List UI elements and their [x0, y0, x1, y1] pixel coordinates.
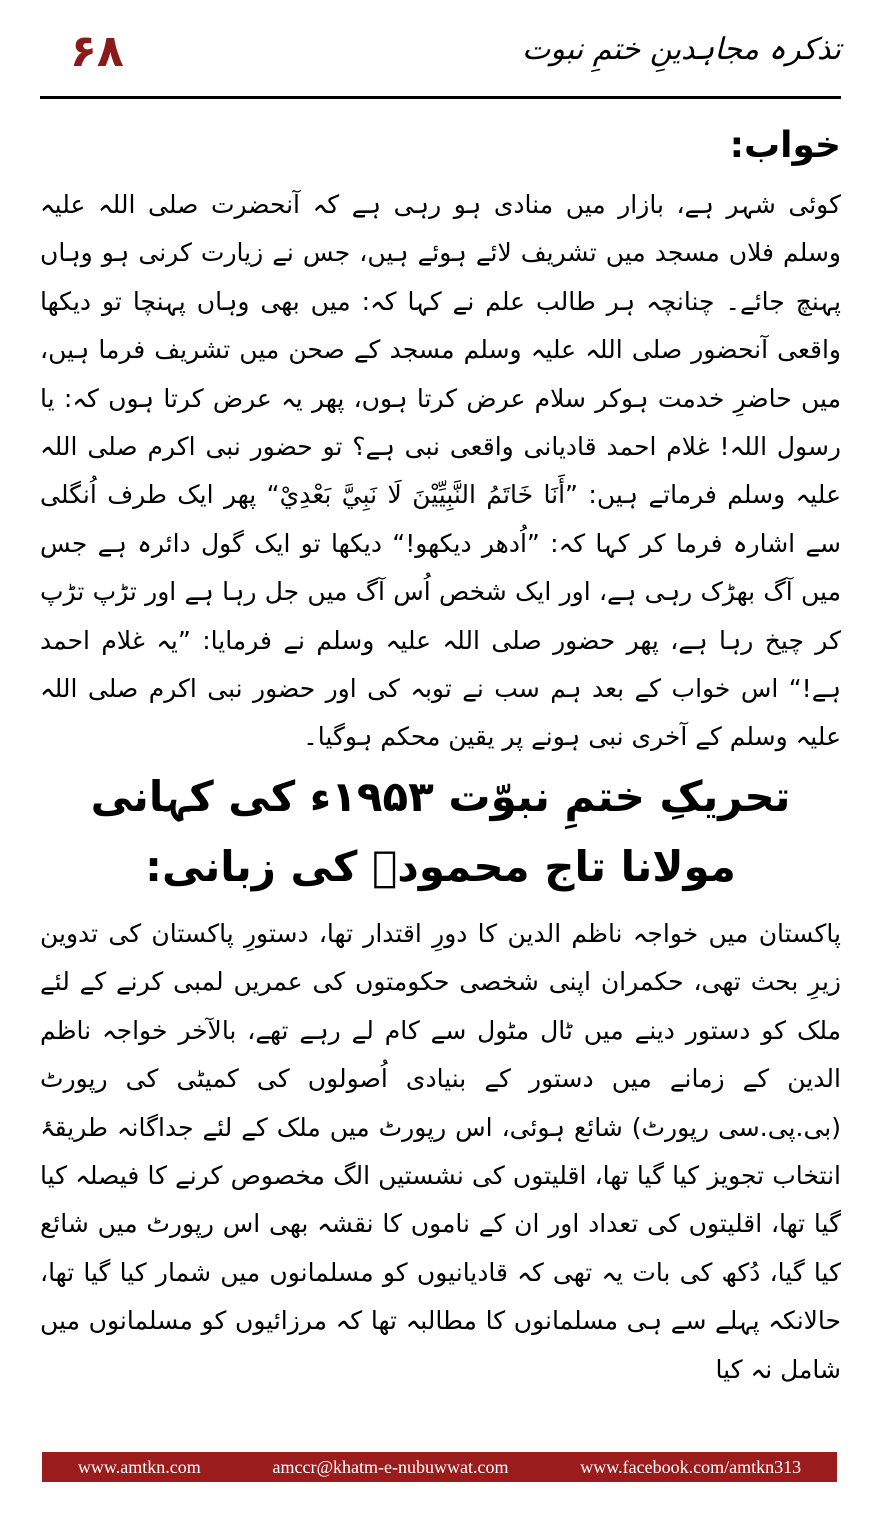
section-heading-dream: خواب:	[729, 125, 841, 166]
page-header	[40, 20, 841, 99]
chapter-title-line2: مولانا تاج محمودؒ کی زبانی:	[145, 841, 736, 891]
chapter-title	[40, 762, 841, 902]
footer-facebook-link[interactable]: www.facebook.com/amtkn313	[580, 1456, 802, 1477]
footer-website-link[interactable]: www.amtkn.com	[77, 1456, 201, 1477]
dream-paragraph: کوئی شہر ہے، بازار میں منادی ہو رہی ہے کہ آنحضرت صلی اللہ علیہ وسلم فلاں مسجد میں تشریف لائے ہوئے ہیں، جس نے زیارت کرنی ہو وہاں پہنچ جائے۔ چنانچہ ہر طالب علم نے کہا کہ: میں بھی وہاں پہنچا تو دیکھا واقعی آنحضور صلی اللہ علیہ وسلم مسجد کے صحن میں تشریف فرما ہیں، میں حاضرِ خدمت ہوکر سلام عرض کرتا ہوں، پھر یہ عرض کرتا ہوں کہ: یا رسول اللہ! غلام احمد قادیانی واقعی نبی ہے؟ تو حضور نبی اکرم صلی اللہ علیہ وسلم فرماتے ہیں: ”أَنَا خَاتَمُ النَّبِيِّيْنَ لَا نَبِيَّ بَعْدِيْ“ پھر ایک طرف اُنگلی سے اشارہ فرما کر کہا کہ: ”اُدھر دیکھو!“ دیکھا تو ایک گول دائرہ ہے جس میں آگ بھڑک رہی ہے، اور ایک شخص اُس آگ میں جل رہا ہے اور تڑپ تڑپ کر چیخ رہا ہے، پھر حضور صلی اللہ علیہ وسلم نے فرمایا: ”یہ غلام احمد ہے!“ اس خواب کے بعد ہم سب نے توبہ کی اور حضور نبی اکرم صلی اللہ علیہ وسلم کے آخری نبی ہونے پر یقین محکم ہوگیا۔	[40, 190, 841, 752]
page-content	[40, 115, 841, 1394]
book-title: تذکرہ مجاہدینِ ختمِ نبوت	[522, 32, 841, 67]
footer-email-link[interactable]: amccr@khatm-e-nubuwwat.com	[272, 1456, 509, 1477]
footer-bar	[42, 1452, 837, 1482]
chapter-title-line1: تحریکِ ختمِ نبوّت ۱۹۵۳ء کی کہانی	[90, 771, 791, 821]
page-number: ۶۸	[70, 26, 124, 77]
history-paragraph: پاکستان میں خواجہ ناظم الدین کا دورِ اقتدار تھا، دستورِ پاکستان کی تدوین زیرِ بحث تھی، حکمران اپنی شخصی حکومتوں کی عمریں لمبی کرنے کے لئے ملک کو دستور دینے میں ٹال مٹول سے کام لے رہے تھے، بالآخر خواجہ ناظم الدین کے زمانے میں دستور کے بنیادی اُصولوں کی کمیٹی کی رپورٹ (بی.پی.سی رپورٹ) شائع ہوئی، اس رپورٹ میں ملک کے لئے جداگانہ طریقۂ انتخاب تجویز کیا گیا تھا، اقلیتوں کی نشستیں الگ مخصوص کرنے کا فیصلہ کیا گیا تھا، اقلیتوں کی تعداد اور ان کے ناموں کا نقشہ بھی اس رپورٹ میں شائع کیا گیا، دُکھ کی بات یہ تھی کہ قادیانیوں کو مسلمانوں میں شمار کیا گیا تھا، حالانکہ پہلے سے ہی مسلمانوں کا مطالبہ تھا کہ مرزائیوں کو مسلمانوں میں شامل نہ کیا	[40, 918, 841, 1384]
